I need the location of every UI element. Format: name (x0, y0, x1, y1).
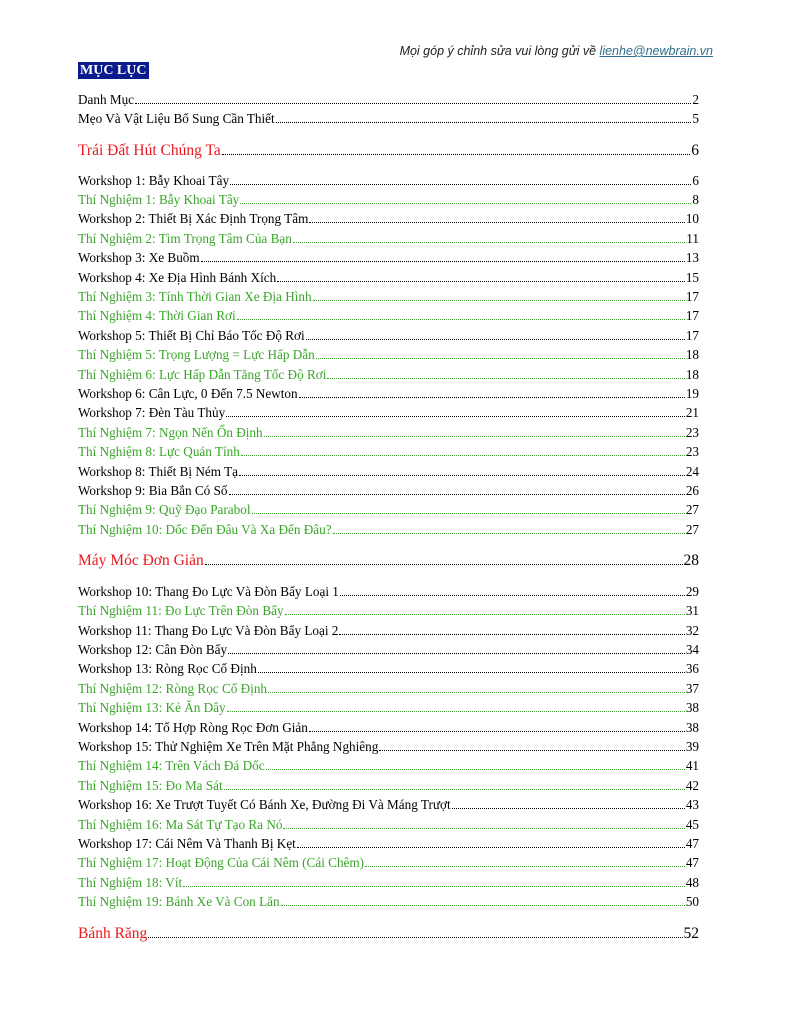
toc-entry-title: Thí Nghiệm 14: Trên Vách Đá Dốc (78, 758, 265, 773)
toc-entry-page: 41 (685, 758, 699, 773)
dot-leader (264, 435, 685, 437)
toc-entry-title: Thí Nghiệm 19: Bánh Xe Và Con Lăn (78, 894, 280, 909)
toc-entry-title: Workshop 5: Thiết Bị Chỉ Báo Tốc Độ Rơi (78, 328, 305, 343)
dot-leader (205, 563, 683, 565)
toc-entry[interactable] (78, 719, 699, 736)
toc-entry-title: Workshop 3: Xe Buồm (78, 250, 200, 265)
toc-entry-title: Thí Nghiệm 4: Thời Gian Rơi (78, 308, 236, 323)
toc-entry-page: 37 (685, 681, 699, 696)
toc-entry[interactable] (78, 521, 699, 538)
toc-entry[interactable] (78, 443, 699, 460)
dot-leader (452, 807, 685, 809)
toc-entry-page: 2 (692, 92, 699, 107)
toc-entry-page: 27 (685, 502, 699, 517)
toc-entry[interactable] (78, 210, 699, 227)
toc-entry-title: Workshop 13: Ròng Rọc Cố Định (78, 661, 257, 676)
toc-entry-title: Danh Mục (78, 92, 135, 107)
toc-entry-title: Thí Nghiệm 10: Dốc Đến Đâu Và Xa Đến Đâu? (78, 522, 332, 537)
dot-leader (333, 532, 685, 534)
dot-leader (293, 241, 685, 243)
toc-entry-page: 34 (685, 642, 699, 657)
toc-entry[interactable] (78, 191, 699, 208)
dot-leader (276, 121, 692, 123)
toc-entry[interactable] (78, 874, 699, 891)
toc-entry-page: 18 (685, 347, 699, 362)
toc-entry[interactable] (78, 757, 699, 774)
toc-entry[interactable] (78, 482, 699, 499)
toc-entry[interactable] (78, 366, 699, 383)
toc-entry[interactable] (78, 835, 699, 852)
toc-entry[interactable] (78, 249, 699, 266)
toc-entry[interactable] (78, 622, 699, 639)
toc-entry-page: 24 (685, 464, 699, 479)
dot-leader (281, 904, 685, 906)
toc-entry-page: 45 (685, 817, 699, 832)
toc-entry-title: Thí Nghiệm 13: Kẻ Ăn Dây (78, 700, 226, 715)
toc-entry-title: Trái Đất Hút Chúng Ta (78, 142, 221, 159)
toc-entry-page: 47 (685, 855, 699, 870)
toc-entry-page: 29 (685, 584, 699, 599)
toc-entry-page: 17 (685, 289, 699, 304)
toc-entry[interactable] (78, 583, 699, 600)
toc-entry-page: 50 (685, 894, 699, 909)
toc-entry-page: 31 (685, 603, 699, 618)
toc-entry[interactable] (78, 660, 699, 677)
dot-leader (306, 338, 685, 340)
toc-entry[interactable] (78, 777, 699, 794)
toc-entry[interactable] (78, 854, 699, 871)
toc-entry[interactable] (78, 463, 699, 480)
toc-entry[interactable] (78, 307, 699, 324)
toc-entry-title: Workshop 17: Cái Nêm Và Thanh Bị Kẹt (78, 836, 296, 851)
toc-entry-title: Workshop 10: Thang Đo Lực Và Đòn Bẩy Loại 1 (78, 584, 339, 599)
toc-entry-page: 11 (686, 231, 699, 246)
dot-leader (258, 671, 685, 673)
toc-entry-page: 43 (685, 797, 699, 812)
toc-entry[interactable] (78, 796, 699, 813)
toc-entry-page: 13 (685, 250, 699, 265)
toc-section-heading[interactable] (78, 142, 699, 159)
toc-entry-title: Workshop 2: Thiết Bị Xác Định Trọng Tâm (78, 211, 309, 226)
toc-entry[interactable] (78, 230, 699, 247)
toc-entry[interactable] (78, 404, 699, 421)
toc-entry[interactable] (78, 172, 699, 189)
dot-leader (252, 512, 685, 514)
toc-entry-title: Thí Nghiệm 8: Lực Quán Tính (78, 444, 240, 459)
toc-entry-page: 48 (685, 875, 699, 890)
dot-leader (340, 594, 685, 596)
dot-leader (266, 768, 685, 770)
header-note-text: Mọi góp ý chỉnh sửa vui lòng gửi về (399, 44, 600, 58)
toc-entry-page: 26 (685, 483, 699, 498)
dot-leader (313, 299, 685, 301)
toc-title: MỤC LỤC (80, 63, 147, 78)
toc-entry-page: 15 (685, 270, 699, 285)
toc-entry-title: Thí Nghiệm 15: Đo Ma Sát (78, 778, 223, 793)
toc-entry-page: 17 (685, 328, 699, 343)
dot-leader (379, 749, 684, 751)
toc-entry[interactable] (78, 680, 699, 697)
dot-leader (229, 493, 685, 495)
toc-entry[interactable] (78, 816, 699, 833)
toc-entry-page: 23 (685, 425, 699, 440)
toc-entry-title: Thí Nghiệm 6: Lực Hấp Dẫn Tăng Tốc Độ Rơi (78, 367, 327, 382)
dot-leader (309, 221, 684, 223)
toc-entry-title: Workshop 11: Thang Đo Lực Và Đòn Bẩy Loại 2 (78, 623, 339, 638)
dot-leader (283, 827, 684, 829)
header-note (400, 44, 713, 58)
toc-entry-title: Thí Nghiệm 16: Ma Sát Tự Tạo Ra Nó (78, 817, 283, 832)
toc-entry-title: Thí Nghiệm 1: Bẫy Khoai Tây (78, 192, 240, 207)
toc-entry-title: Workshop 14: Tổ Hợp Ròng Rọc Đơn Giản (78, 720, 308, 735)
dot-leader (365, 865, 685, 867)
toc-entry-page: 52 (683, 925, 699, 942)
dot-leader (183, 885, 685, 887)
toc-entry-page: 18 (685, 367, 699, 382)
toc-entry-page: 6 (692, 173, 699, 188)
toc-entry-page: 36 (685, 661, 699, 676)
dot-leader (327, 377, 684, 379)
toc-entry-page: 6 (691, 142, 699, 159)
toc-section-heading[interactable] (78, 925, 699, 942)
toc-entry-title: Thí Nghiệm 9: Quỹ Đạo Parabol (78, 502, 251, 517)
toc-entry-page: 47 (685, 836, 699, 851)
toc-entry-title: Workshop 9: Bia Bắn Có Số (78, 483, 228, 498)
toc-entry-page: 27 (685, 522, 699, 537)
toc-entry-title: Máy Móc Đơn Giản (78, 552, 204, 569)
toc-entry[interactable] (78, 602, 699, 619)
contact-email-link[interactable]: lienhe@newbrain.vn (599, 44, 713, 58)
dot-leader (285, 613, 685, 615)
toc-entry-page: 32 (685, 623, 699, 638)
toc-entry[interactable] (78, 501, 699, 518)
dot-leader (237, 318, 685, 320)
dot-leader (148, 936, 682, 938)
dot-leader (239, 474, 685, 476)
toc-entry-title: Thí Nghiệm 7: Ngọn Nến Ổn Định (78, 425, 263, 440)
toc-entry-page: 21 (685, 405, 699, 420)
toc-entry-page: 8 (692, 192, 699, 207)
toc-entry-title: Workshop 15: Thử Nghiệm Xe Trên Mặt Phẳng Nghiêng (78, 739, 379, 754)
dot-leader (230, 183, 691, 185)
toc-entry-title: Workshop 7: Đèn Tàu Thủy (78, 405, 226, 420)
dot-leader (268, 691, 685, 693)
toc-entry[interactable] (78, 346, 699, 363)
toc-entry-page: 39 (685, 739, 699, 754)
toc-entry-title: Thí Nghiệm 12: Ròng Rọc Cố Định (78, 681, 268, 696)
toc-entry-title: Thí Nghiệm 3: Tính Thời Gian Xe Địa Hình (78, 289, 312, 304)
toc-entry-title: Workshop 16: Xe Trượt Tuyết Có Bánh Xe, Đường Đi Và Máng Trượt (78, 797, 451, 812)
dot-leader (201, 260, 685, 262)
dot-leader (241, 454, 685, 456)
dot-leader (309, 730, 685, 732)
toc-entry-title: Thí Nghiệm 18: Vít (78, 875, 183, 890)
dot-leader (224, 788, 685, 790)
toc-entry-page: 17 (685, 308, 699, 323)
toc-entry[interactable] (78, 424, 699, 441)
toc-entry[interactable] (78, 893, 699, 910)
toc-entry[interactable] (78, 327, 699, 344)
toc-entry-title: Thí Nghiệm 11: Đo Lực Trên Đòn Bẩy (78, 603, 284, 618)
toc-entry-title: Thí Nghiệm 2: Tìm Trọng Tâm Của Bạn (78, 231, 292, 246)
toc-section-heading[interactable] (78, 552, 699, 569)
dot-leader (222, 153, 691, 155)
toc-entry-page: 19 (685, 386, 699, 401)
toc-entry-page: 38 (685, 720, 699, 735)
toc-entry-page: 10 (685, 211, 699, 226)
toc-entry-title: Workshop 6: Cân Lực, 0 Đến 7.5 Newton (78, 386, 298, 401)
dot-leader (135, 102, 691, 104)
toc-entry-title: Bánh Răng (78, 925, 148, 942)
toc-entry-page: 28 (683, 552, 699, 569)
toc-entry-title: Workshop 12: Cân Đòn Bẩy (78, 642, 228, 657)
dot-leader (227, 710, 685, 712)
toc-entry-title: Workshop 1: Bẫy Khoai Tây (78, 173, 230, 188)
toc-entry[interactable] (78, 269, 699, 286)
toc-entry-page: 42 (685, 778, 699, 793)
dot-leader (240, 202, 691, 204)
toc-entry[interactable] (78, 110, 699, 127)
toc-entry-title: Mẹo Và Vật Liệu Bổ Sung Cần Thiết (78, 111, 275, 126)
toc-entry-title: Workshop 8: Thiết Bị Ném Tạ (78, 464, 238, 479)
toc-entry[interactable] (78, 641, 699, 658)
toc-entry-page: 23 (685, 444, 699, 459)
toc-entry-title: Workshop 4: Xe Địa Hình Bánh Xích (78, 270, 277, 285)
toc-entry-title: Thí Nghiệm 5: Trọng Lượng = Lực Hấp Dẫn (78, 347, 315, 362)
toc-entry[interactable] (78, 699, 699, 716)
dot-leader (277, 280, 685, 282)
dot-leader (228, 652, 685, 654)
toc-entry[interactable] (78, 91, 699, 108)
dot-leader (316, 357, 685, 359)
toc-entry[interactable] (78, 385, 699, 402)
toc-entry[interactable] (78, 738, 699, 755)
dot-leader (299, 396, 685, 398)
toc-entry[interactable] (78, 288, 699, 305)
toc-entry-title: Thí Nghiệm 17: Hoạt Động Của Cái Nêm (Cái Chêm) (78, 855, 365, 870)
dot-leader (297, 846, 685, 848)
toc-entry-page: 5 (692, 111, 699, 126)
toc-entry-page: 38 (685, 700, 699, 715)
dot-leader (226, 415, 685, 417)
dot-leader (339, 633, 684, 635)
